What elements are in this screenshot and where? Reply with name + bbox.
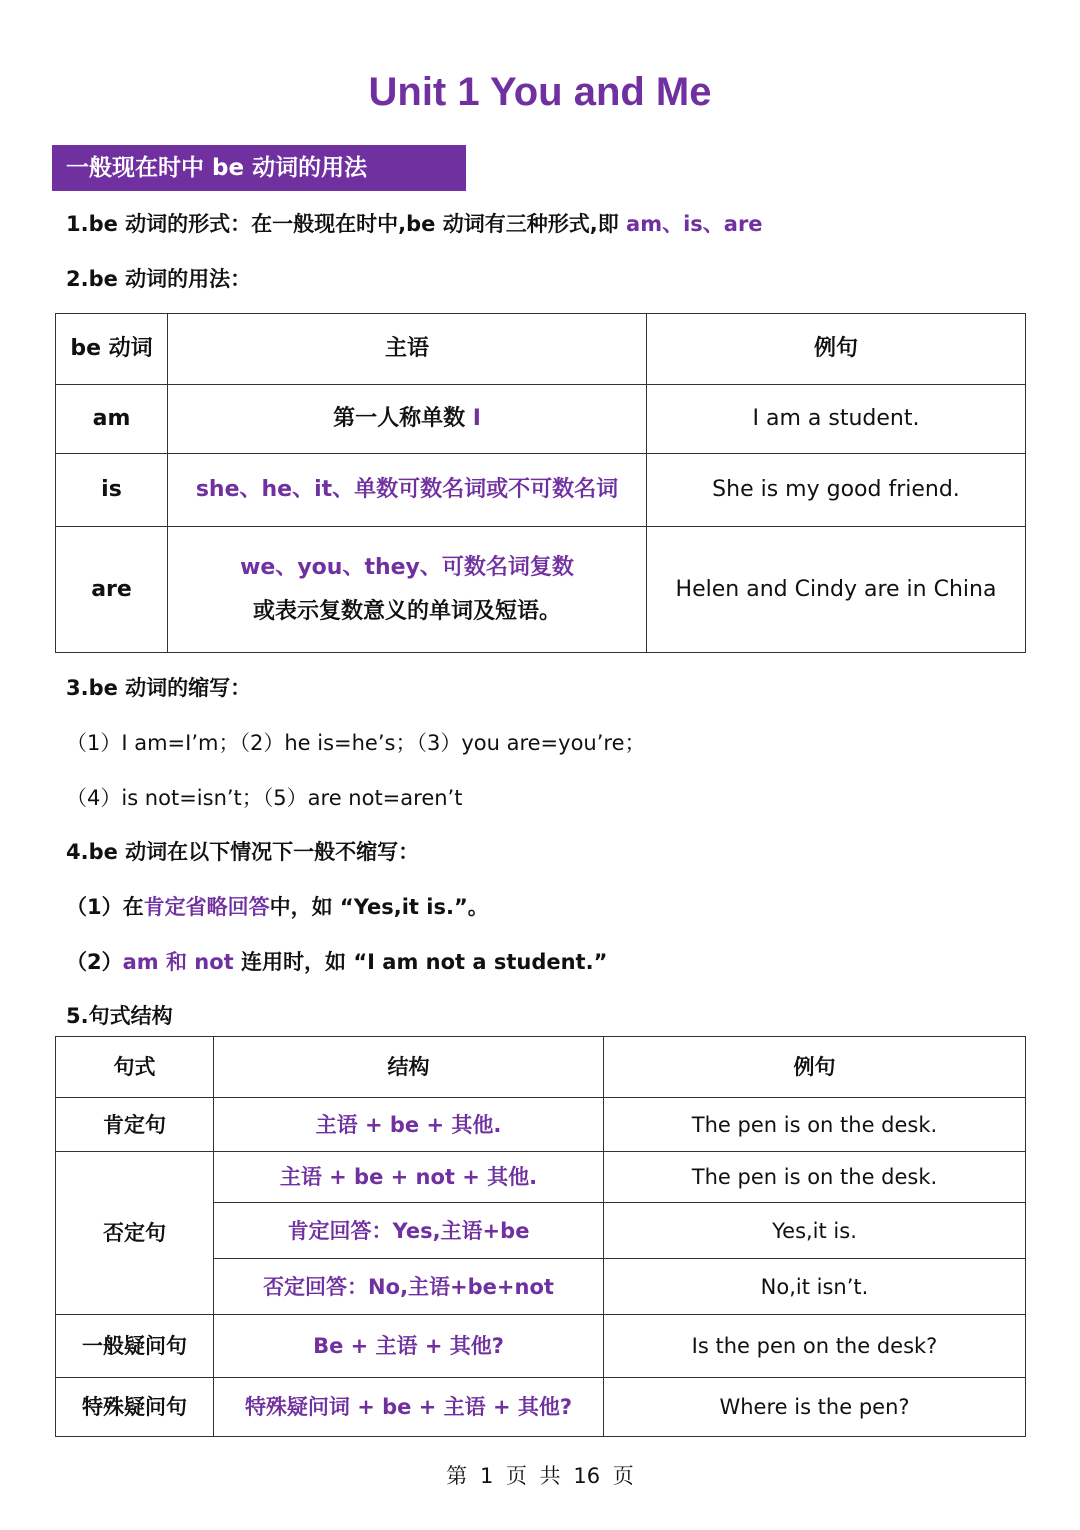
rule-1	[66, 892, 489, 922]
table-row	[56, 1098, 1026, 1152]
table-row	[56, 385, 1026, 454]
be-cell: is	[56, 454, 168, 527]
header-cell: 句式	[56, 1037, 214, 1098]
subject-highlight: I	[472, 406, 481, 431]
point-1-highlight: am、is、are	[626, 212, 763, 236]
table-header-row	[56, 314, 1026, 385]
point-4: 4.be 动词在以下情况下一般不缩写：	[66, 840, 420, 864]
rule-2-suffix: 连用时，如 “I am not a student.”	[233, 950, 608, 974]
example-cell: Yes,it is.	[604, 1203, 1026, 1259]
contractions-line-1: （1）I am=I’m；（2）he is=he’s；（3）you are=you’re；	[66, 731, 646, 755]
table-row	[56, 1315, 1026, 1378]
table-row	[56, 527, 1026, 653]
example-cell: Where is the pen?	[604, 1378, 1026, 1437]
example-cell: I am a student.	[647, 385, 1026, 454]
point-1-text: 1.be 动词的形式：在一般现在时中,be 动词有三种形式,即	[66, 212, 627, 236]
rule-2	[66, 947, 607, 977]
example-cell: No,it isn’t.	[604, 1259, 1026, 1315]
structure-cell: 肯定回答：Yes,主语+be	[214, 1203, 604, 1259]
be-cell: are	[56, 527, 168, 653]
subject-cell	[168, 385, 647, 454]
subject-text: 第一人称单数	[333, 406, 473, 431]
header-cell: 例句	[647, 314, 1026, 385]
structure-cell: 主语 + be + not + 其他.	[214, 1152, 604, 1203]
example-cell: The pen is on the desk.	[604, 1152, 1026, 1203]
point-5: 5.句式结构	[66, 1004, 173, 1028]
type-cell: 否定句	[56, 1152, 214, 1315]
table-row	[56, 1378, 1026, 1437]
subject-cell: she、he、it、单数可数名词或不可数名词	[168, 454, 647, 527]
header-cell: 例句	[604, 1037, 1026, 1098]
table-row	[56, 454, 1026, 527]
type-cell: 特殊疑问句	[56, 1378, 214, 1437]
sentence-structure-table	[55, 1036, 1026, 1437]
structure-cell: 特殊疑问词 + be + 主语 + 其他?	[214, 1378, 604, 1437]
rule-1-highlight: 肯定省略回答	[143, 895, 270, 919]
page-title: Unit 1 You and Me	[368, 70, 712, 114]
rule-2-highlight: am 和 not	[122, 950, 234, 974]
point-1	[66, 209, 763, 239]
rule-1-prefix: （1）在	[66, 895, 144, 919]
contractions-line-2: （4）is not=isn’t；（5）are not=aren’t	[66, 786, 463, 810]
table-row	[56, 1152, 1026, 1203]
subject-text: 或表示复数意义的单词及短语。	[252, 598, 561, 624]
structure-cell: 主语 + be + 其他.	[214, 1098, 604, 1152]
header-cell: 结构	[214, 1037, 604, 1098]
header-cell: 主语	[168, 314, 647, 385]
rule-1-suffix: 中，如 “Yes,it is.”。	[269, 895, 489, 919]
structure-cell: 否定回答：No,主语+be+not	[214, 1259, 604, 1315]
example-cell: She is my good friend.	[647, 454, 1026, 527]
be-cell: am	[56, 385, 168, 454]
example-cell: Helen and Cindy are in China	[647, 527, 1026, 653]
section-banner: 一般现在时中 be 动词的用法	[52, 145, 466, 191]
table-header-row	[56, 1037, 1026, 1098]
rule-2-prefix: （2）	[66, 950, 123, 974]
structure-cell: Be + 主语 + 其他?	[214, 1315, 604, 1378]
example-cell: Is the pen on the desk?	[604, 1315, 1026, 1378]
example-cell: The pen is on the desk.	[604, 1098, 1026, 1152]
subject-cell	[168, 527, 647, 653]
be-usage-table	[55, 313, 1026, 653]
subject-highlight: we、you、they、可数名词复数	[240, 554, 574, 580]
type-cell: 肯定句	[56, 1098, 214, 1152]
type-cell: 一般疑问句	[56, 1315, 214, 1378]
page-footer: 第 1 页 共 16 页	[446, 1464, 634, 1488]
header-cell: be 动词	[56, 314, 168, 385]
point-2: 2.be 动词的用法：	[66, 267, 252, 291]
point-3: 3.be 动词的缩写：	[66, 676, 252, 700]
